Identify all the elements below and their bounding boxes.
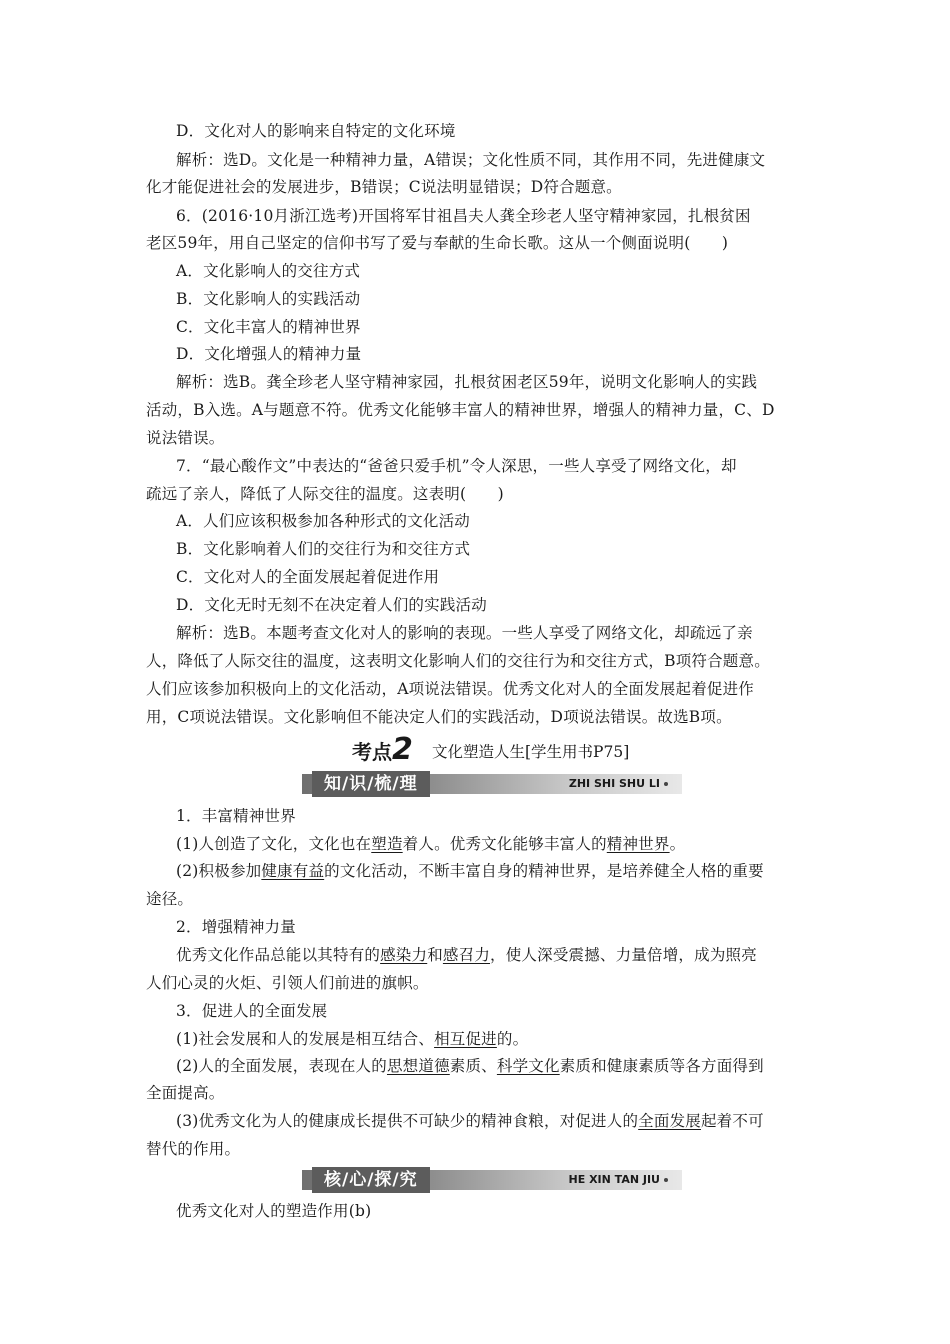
s1-para-2-line-1: (2)积极参加健康有益的文化活动，不断丰富自身的精神世界，是培养健全人格的重要 bbox=[176, 862, 764, 880]
s3-para-2-line-2: 全面提高。 bbox=[146, 1084, 225, 1102]
q6-option-d: D．文化增强人的精神力量 bbox=[176, 345, 362, 363]
q6-option-c: C．文化丰富人的精神世界 bbox=[176, 318, 361, 336]
s3-heading: 3．促进人的全面发展 bbox=[176, 1002, 328, 1020]
q7-analysis-line-2: 人，降低了人际交往的温度，这表明文化影响人们的交往行为和交往方式，B项符合题意。 bbox=[146, 652, 770, 670]
q6-analysis-line-2: 活动，B入选。A与题意不符。优秀文化能够丰富人的精神世界，增强人的精神力量，C、D bbox=[146, 401, 775, 419]
q6-option-a: A．文化影响人的交往方式 bbox=[176, 262, 361, 280]
section-banner-hexintanjiu bbox=[302, 1167, 682, 1193]
s1-para-2-line-2: 途径。 bbox=[146, 890, 194, 908]
fill-blank-answer: 感召力 bbox=[442, 946, 491, 964]
bullet-dot-icon bbox=[664, 1178, 668, 1182]
q6-stem-line-2: 老区59年，用自己坚定的信仰书写了爱与奉献的生命长歌。这从一个侧面说明( ) bbox=[146, 234, 729, 252]
banner-english bbox=[569, 1172, 668, 1188]
q7-option-d: D．文化无时无刻不在决定着人们的实践活动 bbox=[176, 596, 487, 614]
banner-english-text: HE XIN TAN JIU bbox=[568, 1173, 660, 1186]
fill-blank-answer: 精神世界 bbox=[606, 835, 670, 853]
s3-para-3-line-1: (3)优秀文化为人的健康成长提供不可缺少的精神食粮，对促进人的全面发展起着不可 bbox=[176, 1112, 764, 1130]
q7-option-c: C．文化对人的全面发展起着促进作用 bbox=[176, 568, 440, 586]
q6-option-b: B．文化影响人的实践活动 bbox=[176, 290, 361, 308]
q5-analysis-line-2: 化才能促进社会的发展进步，B错误；C说法明显错误；D符合题意。 bbox=[146, 178, 622, 196]
section-banner-zhishishuli bbox=[302, 771, 682, 797]
q7-option-a: A．人们应该积极参加各种形式的文化活动 bbox=[176, 512, 470, 530]
q7-stem-line-2: 疏远了亲人，降低了人际交往的温度。这表明( ) bbox=[146, 485, 504, 503]
q7-analysis-line-4: 用，C项说法错误。文化影响但不能决定人们的实践活动，D项说法错误。故选B项。 bbox=[146, 708, 732, 726]
fill-blank-answer: 相互促进 bbox=[434, 1030, 497, 1048]
kaodian-subtitle: 文化塑造人生[学生用书P75] bbox=[432, 743, 630, 761]
fill-blank-answer: 感染力 bbox=[380, 946, 428, 964]
banner-label: 知/识/梳/理 bbox=[312, 771, 430, 797]
s1-para-1: (1)人创造了文化，文化也在塑造着人。优秀文化能够丰富人的精神世界。 bbox=[176, 835, 686, 853]
fill-blank-answer: 思想道德 bbox=[386, 1057, 450, 1075]
bullet-dot-icon bbox=[664, 782, 668, 786]
fill-blank-answer: 科学文化 bbox=[496, 1057, 560, 1075]
s1-heading: 1．丰富精神世界 bbox=[176, 807, 296, 825]
s3-para-2-line-1: (2)人的全面发展，表现在人的思想道德素质、科学文化素质和健康素质等各方面得到 bbox=[176, 1057, 764, 1075]
fill-blank-answer: 塑造 bbox=[371, 835, 403, 853]
s2-para-line-1: 优秀文化作品总能以其特有的感染力和感召力，使人深受震撼、力量倍增，成为照亮 bbox=[176, 946, 757, 964]
q7-analysis-line-3: 人们应该参加积极向上的文化活动，A项说法错误。优秀文化对人的全面发展起着促进作 bbox=[146, 680, 754, 698]
s3-para-1: (1)社会发展和人的发展是相互结合、相互促进的。 bbox=[176, 1030, 529, 1048]
core-heading: 优秀文化对人的塑造作用(b) bbox=[176, 1202, 372, 1220]
kaodian-number: 2 bbox=[392, 732, 413, 767]
q7-stem-line-1: 7．“最心酸作文”中表达的“爸爸只爱手机”令人深思，一些人享受了网络文化，却 bbox=[176, 457, 737, 475]
fill-blank-answer: 健康有益 bbox=[261, 862, 325, 880]
s2-para-line-2: 人们心灵的火炬、引领人们前进的旗帜。 bbox=[146, 974, 429, 992]
s2-heading: 2．增强精神力量 bbox=[176, 918, 296, 936]
q6-analysis-line-3: 说法错误。 bbox=[146, 429, 225, 447]
kaodian-label-text: 考点 bbox=[352, 740, 392, 764]
q5-analysis-line-1: 解析：选D。文化是一种精神力量，A错误；文化性质不同，其作用不同，先进健康文 bbox=[176, 151, 766, 169]
s3-para-3-line-2: 替代的作用。 bbox=[146, 1140, 241, 1158]
q7-option-b: B．文化影响着人们的交往行为和交往方式 bbox=[176, 540, 471, 558]
fill-blank-answer: 全面发展 bbox=[638, 1112, 701, 1130]
q6-stem-line-1: 6．(2016·10月浙江选考)开国将军甘祖昌夫人龚全珍老人坚守精神家园，扎根贫困 bbox=[176, 207, 751, 225]
kaodian-title bbox=[0, 732, 950, 767]
q7-analysis-line-1: 解析：选B。本题考查文化对人的影响的表现。一些人享受了网络文化，却疏远了亲 bbox=[176, 624, 753, 642]
banner-label: 核/心/探/究 bbox=[312, 1167, 430, 1193]
banner-english bbox=[569, 776, 668, 792]
kaodian-label bbox=[352, 732, 413, 767]
banner-english-text: ZHI SHI SHU LI bbox=[568, 777, 660, 790]
q6-analysis-line-1: 解析：选B。龚全珍老人坚守精神家园，扎根贫困老区59年，说明文化影响人的实践 bbox=[176, 373, 758, 391]
q5-option-d: D．文化对人的影响来自特定的文化环境 bbox=[176, 122, 456, 140]
